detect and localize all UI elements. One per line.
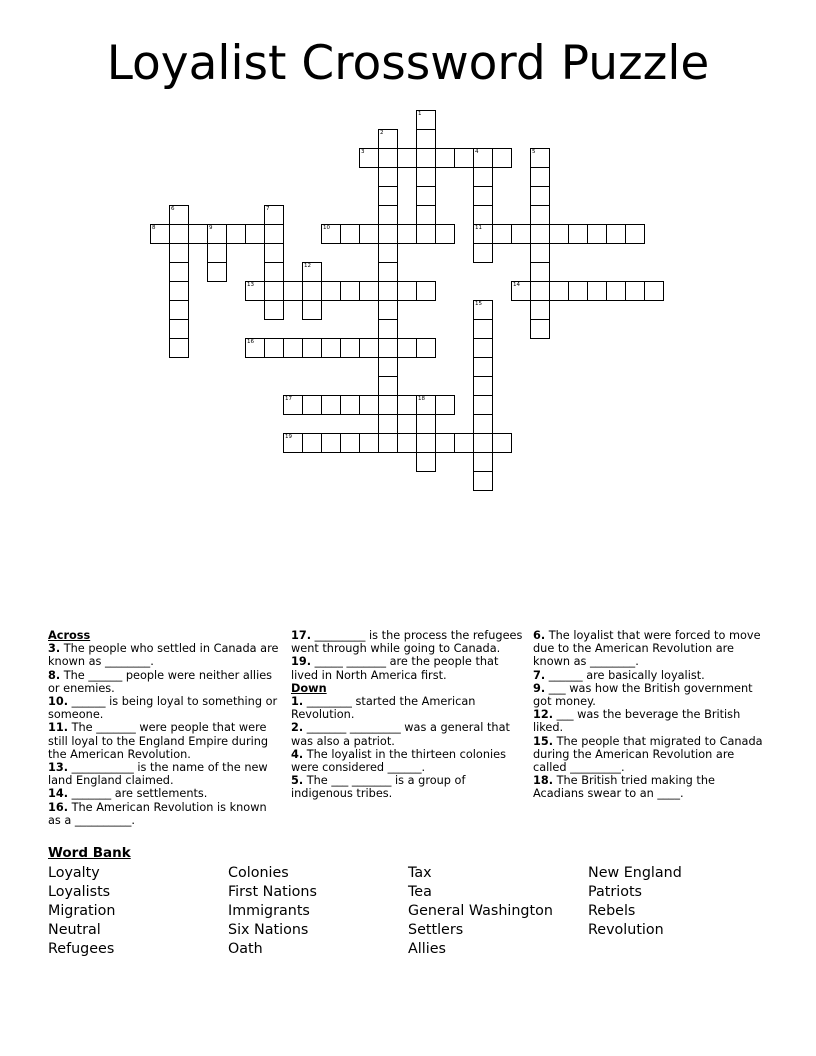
clue-item [533, 629, 765, 669]
clue-text: _________ is the process the refugees went through while going to Canada. [291, 629, 523, 656]
grid-cell[interactable] [378, 281, 398, 301]
grid-cell[interactable] [606, 224, 626, 244]
clue-number: 8. [48, 668, 61, 682]
grid-cell[interactable] [416, 395, 436, 415]
grid-cell[interactable] [378, 433, 398, 453]
grid-cell[interactable] [473, 186, 493, 206]
clue-text: _____ _______ are the people that lived in North America first. [291, 655, 499, 682]
grid-cell[interactable] [302, 300, 322, 320]
grid-cell[interactable] [264, 262, 284, 282]
word-bank-column-3 [408, 864, 588, 959]
clue-text: _______ _________ was a general that was also a patriot. [291, 721, 510, 748]
grid-clue-number: 3 [361, 149, 365, 155]
down-header: Down [291, 681, 327, 695]
grid-cell[interactable] [473, 319, 493, 339]
word-bank-word: Tea [408, 884, 432, 901]
word-bank-word: Oath [228, 941, 263, 958]
grid-cell[interactable] [264, 243, 284, 263]
grid-cell[interactable] [530, 319, 550, 339]
grid-clue-number: 10 [323, 225, 330, 231]
grid-cell[interactable] [359, 338, 379, 358]
grid-cell[interactable] [549, 224, 569, 244]
grid-cell[interactable] [416, 186, 436, 206]
grid-cell[interactable] [416, 281, 436, 301]
grid-cell[interactable] [283, 433, 303, 453]
clue-text: The people that migrated to Canada during the American Revolution are called _________. [533, 734, 763, 775]
clue-text: The British tried making the Acadians swear to an ____. [533, 774, 715, 801]
word-bank-column-2 [228, 864, 408, 959]
grid-cell[interactable] [416, 414, 436, 434]
clue-number: 12. [533, 708, 554, 722]
word-bank-word: Refugees [48, 941, 115, 958]
grid-cell[interactable] [530, 186, 550, 206]
grid-cell[interactable] [397, 433, 417, 453]
grid-cell[interactable] [492, 433, 512, 453]
clue-item [48, 721, 280, 761]
grid-cell[interactable] [378, 414, 398, 434]
clue-number: 19. [291, 655, 312, 669]
grid-clue-number: 9 [209, 225, 213, 231]
grid-cell[interactable] [340, 281, 360, 301]
word-bank-word: Patriots [588, 884, 642, 901]
clue-item [48, 761, 280, 787]
grid-cell[interactable] [378, 243, 398, 263]
grid-cell[interactable] [378, 357, 398, 377]
grid-cell[interactable] [378, 224, 398, 244]
page-title: Loyalist Crossword Puzzle [106, 36, 710, 91]
grid-clue-number: 8 [152, 225, 156, 231]
grid-cell[interactable] [378, 376, 398, 396]
grid-cell[interactable] [359, 281, 379, 301]
grid-cell[interactable] [473, 205, 493, 225]
clue-text: ______ is being loyal to something or someone. [48, 695, 278, 722]
grid-clue-number: 5 [532, 149, 536, 155]
grid-cell[interactable] [625, 281, 645, 301]
clue-text: The ______ people were neither allies or enemies. [48, 668, 273, 695]
grid-cell[interactable] [473, 471, 493, 491]
clue-item [291, 748, 523, 774]
grid-cell[interactable] [264, 338, 284, 358]
grid-cell[interactable] [397, 338, 417, 358]
grid-cell[interactable] [473, 376, 493, 396]
clue-text: ___________ is the name of the new land England claimed. [48, 761, 268, 788]
clue-number: 18. [533, 774, 554, 788]
grid-clue-number: 17 [285, 396, 292, 402]
clue-item [48, 642, 280, 668]
across-clue-list-continued [291, 629, 523, 682]
clue-number: 9. [533, 681, 546, 695]
grid-cell[interactable] [321, 338, 341, 358]
grid-cell[interactable] [378, 262, 398, 282]
word-bank-word: Neutral [48, 922, 101, 939]
grid-cell[interactable] [321, 433, 341, 453]
clue-text: ___ was how the British government got money. [533, 681, 753, 709]
grid-clue-number: 4 [475, 149, 479, 155]
grid-cell[interactable] [340, 395, 360, 415]
grid-cell[interactable] [530, 300, 550, 320]
clue-text: The loyalist in the thirteen colonies were considered ______. [291, 747, 506, 775]
grid-clue-number: 11 [475, 225, 482, 231]
clue-number: 13. [48, 761, 69, 775]
clue-text: ________ started the American Revolution. [291, 695, 476, 722]
grid-cell[interactable] [207, 224, 227, 244]
clue-text: ___ was the beverage the British liked. [533, 708, 741, 735]
grid-cell[interactable] [264, 224, 284, 244]
word-bank-word: Immigrants [228, 903, 310, 920]
down-clue-list-continued [533, 629, 765, 801]
grid-cell[interactable] [169, 243, 189, 263]
clue-text: ______ are basically loyalist. [545, 668, 705, 682]
grid-cell[interactable] [473, 338, 493, 358]
clue-text: The American Revolution is known as a __________. [48, 800, 267, 827]
grid-cell[interactable] [378, 300, 398, 320]
word-bank-word: First Nations [228, 884, 317, 901]
grid-cell[interactable] [454, 148, 474, 168]
grid-cell[interactable] [473, 300, 493, 320]
word-bank-word: Tax [408, 865, 432, 881]
grid-cell[interactable] [587, 224, 607, 244]
across-header: Across [48, 629, 91, 642]
grid-cell[interactable] [530, 167, 550, 187]
grid-cell[interactable] [340, 224, 360, 244]
grid-cell[interactable] [169, 224, 189, 244]
grid-cell[interactable] [321, 281, 341, 301]
clue-number: 10. [48, 695, 69, 709]
grid-cell[interactable] [245, 224, 265, 244]
clue-text: _______ are settlements. [68, 787, 208, 801]
grid-cell[interactable] [568, 224, 588, 244]
clue-item [533, 669, 765, 682]
grid-cell[interactable] [397, 281, 417, 301]
grid-clue-number: 13 [247, 282, 254, 288]
clue-number: 17. [291, 629, 312, 642]
word-bank [48, 845, 788, 958]
grid-cell[interactable] [302, 338, 322, 358]
crossword-grid [0, 0, 816, 520]
grid-clue-number: 15 [475, 301, 482, 307]
grid-cell[interactable] [397, 395, 417, 415]
grid-cell[interactable] [264, 281, 284, 301]
grid-cell[interactable] [473, 452, 493, 472]
word-bank-column-4 [588, 864, 768, 940]
grid-cell[interactable] [397, 224, 417, 244]
grid-cell[interactable] [416, 148, 436, 168]
grid-cell[interactable] [473, 243, 493, 263]
grid-cell[interactable] [359, 433, 379, 453]
grid-cell[interactable] [169, 281, 189, 301]
grid-clue-number: 14 [513, 282, 520, 288]
grid-cell[interactable] [454, 433, 474, 453]
grid-cell[interactable] [530, 224, 550, 244]
grid-cell[interactable] [359, 224, 379, 244]
clue-text: The ___ _______ is a group of indigenous tribes. [291, 774, 466, 801]
grid-cell[interactable] [302, 433, 322, 453]
grid-cell[interactable] [473, 414, 493, 434]
word-bank-word: New England [588, 865, 682, 881]
grid-cell[interactable] [188, 224, 208, 244]
grid-cell[interactable] [283, 338, 303, 358]
grid-clue-number: 16 [247, 339, 254, 345]
grid-cell[interactable] [378, 186, 398, 206]
clue-item [533, 774, 765, 800]
grid-cell[interactable] [359, 148, 379, 168]
grid-cell[interactable] [169, 300, 189, 320]
grid-cell[interactable] [473, 148, 493, 168]
grid-cell[interactable] [530, 243, 550, 263]
grid-cell[interactable] [416, 167, 436, 187]
grid-cell[interactable] [568, 281, 588, 301]
grid-cell[interactable] [473, 224, 493, 244]
word-bank-word: General Washington [408, 903, 553, 920]
grid-clue-number: 18 [418, 396, 425, 402]
clue-text: The people who settled in Canada are known as ________. [48, 642, 279, 669]
grid-cell[interactable] [359, 395, 379, 415]
grid-cell[interactable] [378, 338, 398, 358]
grid-cell[interactable] [378, 148, 398, 168]
grid-cell[interactable] [473, 395, 493, 415]
clue-item [291, 655, 523, 681]
clue-number: 16. [48, 800, 69, 814]
grid-cell[interactable] [530, 205, 550, 225]
grid-cell[interactable] [378, 167, 398, 187]
clue-number: 3. [48, 642, 61, 656]
grid-cell[interactable] [435, 433, 455, 453]
grid-cell[interactable] [492, 224, 512, 244]
grid-clue-number: 12 [304, 263, 311, 269]
word-bank-title: Word Bank [48, 845, 131, 861]
grid-cell[interactable] [302, 395, 322, 415]
grid-clue-number: 19 [285, 434, 292, 440]
grid-cell[interactable] [587, 281, 607, 301]
down-clue-list [291, 695, 523, 801]
grid-cell[interactable] [378, 395, 398, 415]
grid-cell[interactable] [416, 224, 436, 244]
word-bank-column-1 [48, 864, 228, 959]
grid-cell[interactable] [169, 319, 189, 339]
grid-cell[interactable] [644, 281, 664, 301]
word-bank-word: Colonies [228, 865, 289, 881]
clue-number: 6. [533, 629, 546, 642]
clue-number: 11. [48, 721, 69, 735]
clue-number: 7. [533, 668, 546, 682]
word-bank-word: Settlers [408, 922, 464, 939]
clue-item [533, 708, 765, 734]
clue-number: 1. [291, 695, 304, 709]
clue-item [533, 735, 765, 775]
clue-item [48, 787, 280, 800]
grid-cell[interactable] [606, 281, 626, 301]
grid-cell[interactable] [416, 129, 436, 149]
grid-cell[interactable] [416, 338, 436, 358]
grid-cell[interactable] [283, 281, 303, 301]
clue-item [291, 629, 523, 655]
grid-cell[interactable] [283, 395, 303, 415]
clue-item [533, 682, 765, 708]
grid-cell[interactable] [416, 452, 436, 472]
grid-cell[interactable] [169, 262, 189, 282]
grid-cell[interactable] [416, 433, 436, 453]
grid-cell[interactable] [530, 281, 550, 301]
grid-cell[interactable] [511, 224, 531, 244]
grid-cell[interactable] [530, 262, 550, 282]
across-clue-list [48, 642, 280, 827]
grid-cell[interactable] [549, 281, 569, 301]
word-bank-word: Loyalty [48, 865, 100, 881]
clue-item [291, 774, 523, 800]
grid-cell[interactable] [625, 224, 645, 244]
clue-item [48, 669, 280, 695]
grid-cell[interactable] [416, 205, 436, 225]
clue-text: The loyalist that were forced to move due to the American Revolution are known as ________. [533, 629, 761, 669]
grid-cell[interactable] [473, 433, 493, 453]
grid-cell[interactable] [245, 281, 265, 301]
clues-column-3 [533, 629, 765, 801]
word-bank-word: Loyalists [48, 884, 111, 901]
grid-cell[interactable] [492, 148, 512, 168]
grid-cell[interactable] [340, 338, 360, 358]
grid-clue-number: 7 [266, 206, 270, 212]
grid-cell[interactable] [302, 262, 322, 282]
grid-cell[interactable] [150, 224, 170, 244]
grid-cell[interactable] [473, 167, 493, 187]
clue-item [291, 721, 523, 747]
grid-cell[interactable] [245, 338, 265, 358]
grid-cell[interactable] [169, 205, 189, 225]
clue-item [291, 695, 523, 721]
grid-cell[interactable] [264, 205, 284, 225]
grid-cell[interactable] [511, 281, 531, 301]
grid-cell[interactable] [378, 129, 398, 149]
word-bank-word: Allies [408, 941, 446, 958]
grid-cell[interactable] [226, 224, 246, 244]
grid-cell[interactable] [473, 357, 493, 377]
clue-number: 14. [48, 787, 69, 801]
clue-number: 4. [291, 747, 304, 761]
grid-cell[interactable] [340, 433, 360, 453]
grid-cell[interactable] [264, 300, 284, 320]
grid-cell[interactable] [530, 148, 550, 168]
grid-cell[interactable] [435, 224, 455, 244]
grid-cell[interactable] [321, 395, 341, 415]
clue-item [48, 695, 280, 721]
clue-number: 15. [533, 734, 554, 748]
grid-cell[interactable] [435, 395, 455, 415]
grid-clue-number: 6 [171, 206, 175, 212]
word-bank-word: Migration [48, 903, 116, 920]
grid-cell[interactable] [378, 205, 398, 225]
grid-cell[interactable] [169, 338, 189, 358]
grid-cell[interactable] [207, 243, 227, 263]
grid-cell[interactable] [207, 262, 227, 282]
clue-number: 5. [291, 774, 304, 788]
word-bank-word: Six Nations [228, 922, 309, 939]
clue-text: The _______ were people that were still loyal to the England Empire during the American Revolution. [48, 721, 269, 761]
word-bank-word: Rebels [588, 903, 636, 920]
grid-clue-number: 1 [418, 111, 422, 117]
clue-number: 2. [291, 721, 304, 735]
clues-column-2 [291, 629, 523, 801]
grid-cell[interactable] [378, 319, 398, 339]
grid-cell[interactable] [416, 110, 436, 130]
clue-item [48, 801, 280, 827]
grid-clue-number: 2 [380, 130, 384, 136]
clues-column-1 [48, 629, 280, 827]
word-bank-word: Revolution [588, 922, 664, 939]
grid-cell[interactable] [302, 281, 322, 301]
grid-cell[interactable] [435, 148, 455, 168]
grid-cell[interactable] [397, 148, 417, 168]
grid-cell[interactable] [321, 224, 341, 244]
